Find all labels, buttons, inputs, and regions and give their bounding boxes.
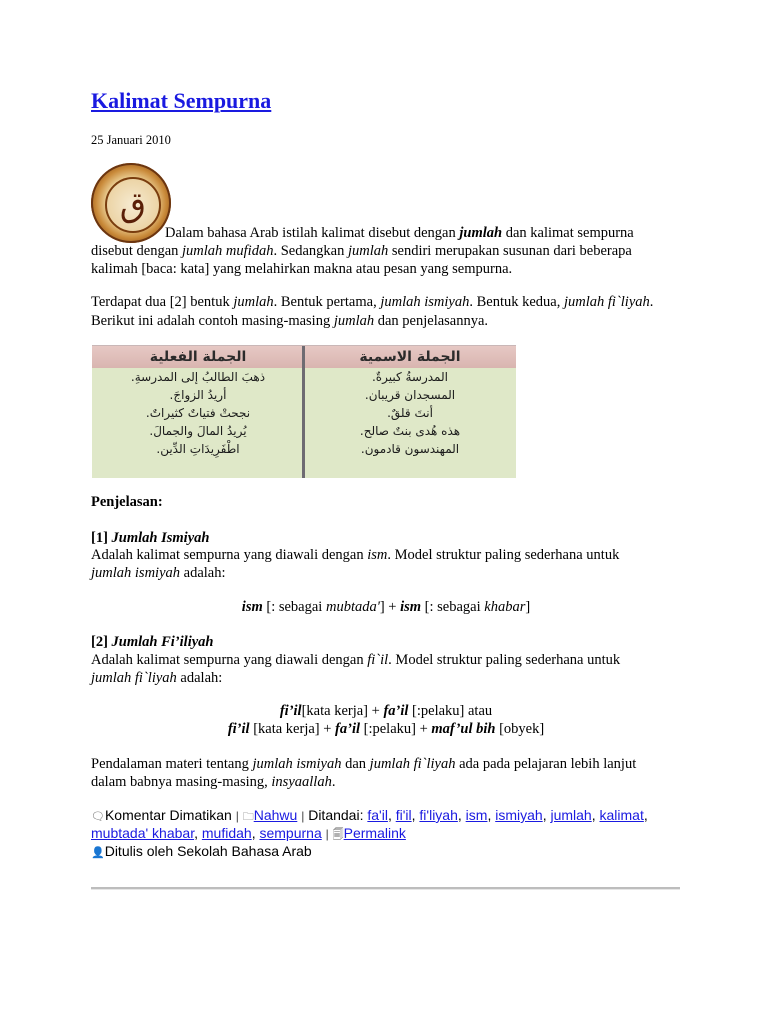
- text: Dalam bahasa Arab istilah kalimat disebut dengan: [165, 225, 460, 241]
- folder-icon: 🗀: [242, 810, 254, 823]
- section2-body-line-2: [91, 669, 681, 688]
- text: dan: [341, 756, 370, 772]
- column-header: الجملة الاسمية: [359, 349, 461, 365]
- tag-link[interactable]: mufidah: [201, 825, 252, 841]
- text: [kata kerja] +: [301, 703, 384, 719]
- term: fa’il: [335, 721, 361, 737]
- person-icon: 👤: [91, 846, 105, 859]
- post-meta-line-1: 🗨Komentar Dimatikan | 🗀Nahwu | Ditandai: fa'il, fi'il, fi'liyah, ism, ismiyah, jumlah, kalimat,: [91, 807, 648, 823]
- text: . Model struktur paling sederhana untuk: [387, 547, 620, 563]
- section2-body-line-1: [91, 651, 681, 670]
- text: dalam babnya masing-masing,: [91, 774, 272, 790]
- tag-link[interactable]: ism: [465, 807, 488, 823]
- text: .: [649, 294, 654, 310]
- table-row: يُريدُ المالَ والجمالَ.: [149, 424, 247, 438]
- paragraph-two: [91, 293, 681, 330]
- column-filiyah: [98, 346, 298, 458]
- table-row: اطْفَرِيدَاتِ الدِّين.: [156, 442, 240, 456]
- text: . Sedangkan: [273, 243, 348, 259]
- term: jumlah: [333, 312, 375, 329]
- comments-status: Komentar Dimatikan: [104, 807, 232, 823]
- term: fi’il: [279, 703, 302, 719]
- tags-label: Ditandai:: [308, 807, 364, 823]
- table-row: المهندسون قادمون.: [360, 442, 460, 456]
- text: . Bentuk kedua,: [469, 294, 564, 310]
- column-header: الجملة الفعلية: [149, 349, 247, 365]
- term: jumlah ismiyah: [380, 294, 470, 310]
- tag-link[interactable]: fi'liyah: [419, 807, 458, 823]
- term: maf’ul bih: [431, 721, 496, 737]
- arabic-examples-table-image: [92, 345, 516, 478]
- term: khabar: [484, 599, 526, 615]
- text: Adalah kalimat sempurna yang diawali dengan: [91, 652, 368, 668]
- term: jumlah: [233, 294, 274, 310]
- term: fi’il: [227, 721, 250, 737]
- section2-title: [91, 633, 681, 652]
- separator: |: [235, 809, 239, 823]
- text: dan penjelasannya.: [374, 312, 489, 329]
- post-meta-line-3: [91, 842, 681, 863]
- section1-body-line-1: [91, 546, 681, 565]
- section2-formula-1: [91, 702, 681, 721]
- term: fa’il: [383, 703, 409, 719]
- text: Terdapat dua [2] bentuk: [91, 294, 234, 310]
- separator: |: [325, 827, 329, 841]
- table-row: ذهبَ الطالبُ إلى المدرسةِ.: [130, 370, 266, 384]
- term-jumlah: jumlah: [347, 243, 389, 259]
- permalink-link[interactable]: Permalink: [343, 825, 406, 841]
- closing-line-1: [91, 755, 681, 774]
- text: . Model struktur paling sederhana untuk: [388, 652, 621, 668]
- tag-link[interactable]: ismiyah: [495, 807, 543, 823]
- tag-link[interactable]: sempurna: [259, 825, 322, 841]
- post-title-link[interactable]: Kalimat Sempurna: [91, 88, 272, 113]
- text: [:pelaku] atau: [408, 703, 493, 719]
- text: Adalah kalimat sempurna yang diawali dengan: [91, 547, 368, 563]
- section-number: [1]: [91, 530, 112, 546]
- section-title-text: Jumlah Ismiyah: [111, 530, 210, 546]
- column-ismiyah: [310, 346, 510, 458]
- tag-link[interactable]: mubtada' khabar: [91, 825, 195, 841]
- text: dan kalimat sempurna: [502, 225, 634, 241]
- post-date: 25 Januari 2010: [91, 133, 171, 147]
- term: ism: [367, 547, 388, 563]
- text: Pendalaman materi tentang: [91, 756, 253, 772]
- table-row: أريدُ الزواجَ.: [169, 388, 227, 402]
- qaf-calligraphy-icon: [91, 163, 171, 243]
- intro-line-3: kalimah [baca: kata] yang melahirkan makna atau pesan yang sempurna.: [91, 261, 513, 277]
- term: fi`il: [367, 652, 389, 668]
- section-number: [2]: [91, 634, 112, 650]
- term: jumlah ismiyah: [91, 565, 181, 581]
- term: ism: [241, 599, 263, 615]
- text: adalah:: [180, 565, 226, 581]
- logo-glyph: ق: [119, 185, 147, 225]
- text: [kata kerja] +: [249, 721, 336, 737]
- section1-formula: [91, 598, 681, 617]
- page-icon: 🗐: [332, 828, 344, 841]
- author-byline: Ditulis oleh Sekolah Bahasa Arab: [104, 843, 312, 859]
- text: [: sebagai: [421, 599, 485, 615]
- intro-line-2: [91, 242, 681, 261]
- term: jumlah ismiyah: [252, 756, 342, 772]
- section-title-text: Jumlah Fi’iliyah: [111, 634, 214, 650]
- table-row: أنتَ قلقٌ.: [387, 406, 433, 420]
- term-jumlah-mufidah: jumlah mufidah: [182, 243, 274, 259]
- text: adalah:: [176, 670, 223, 686]
- section-heading: Penjelasan:: [91, 494, 163, 510]
- section1-title: [91, 529, 681, 548]
- text: disebut dengan: [91, 243, 183, 259]
- speech-bubble-icon: 🗨: [91, 810, 105, 823]
- table-row: المدرسةُ كبيرةٌ.: [371, 370, 448, 384]
- term-jumlah: jumlah: [459, 225, 503, 241]
- post-meta-line-2: mubtada' khabar, mufidah, sempurna | 🗐Permalink: [91, 825, 406, 841]
- category-link[interactable]: Nahwu: [253, 807, 298, 823]
- tag-link[interactable]: kalimat: [599, 807, 644, 823]
- closing-line-2: [91, 773, 681, 792]
- text: sendiri merupakan susunan dari beberapa: [388, 243, 632, 259]
- text: ] +: [379, 599, 401, 615]
- text: ada pada pelajaran lebih lanjut: [455, 756, 637, 772]
- table-row: المسجدان قريبان.: [364, 388, 456, 402]
- table-divider: [302, 346, 305, 478]
- post-divider: [91, 887, 680, 890]
- term: jumlah fi`liyah: [563, 294, 650, 310]
- text: .: [331, 774, 336, 790]
- logo-inner: [105, 177, 161, 233]
- text: . Bentuk pertama,: [273, 294, 381, 310]
- tag-link[interactable]: fi'il: [395, 807, 412, 823]
- term: jumlah fi`liyah: [91, 670, 177, 686]
- separator: |: [301, 809, 305, 823]
- term: insyaallah: [271, 774, 332, 790]
- tag-link[interactable]: jumlah: [550, 807, 592, 823]
- section1-body-line-2: [91, 564, 681, 583]
- term: jumlah fi`liyah: [369, 756, 456, 772]
- table-row: نجحتْ فتياتٌ كثيراتٌ.: [145, 406, 251, 420]
- text: [obyek]: [495, 721, 545, 737]
- term: ism: [400, 599, 422, 615]
- text: Berikut ini adalah contoh masing-masing: [91, 312, 334, 329]
- term: mubtada': [325, 599, 380, 615]
- table-row: هذه هُدى بنتٌ صالح.: [359, 424, 461, 438]
- tag-link[interactable]: fa'il: [367, 807, 388, 823]
- section2-formula-2: [91, 720, 681, 739]
- intro-line-1: [165, 224, 685, 243]
- text: [:pelaku] +: [360, 721, 432, 737]
- text: [: sebagai: [262, 599, 326, 615]
- text: ]: [525, 599, 531, 615]
